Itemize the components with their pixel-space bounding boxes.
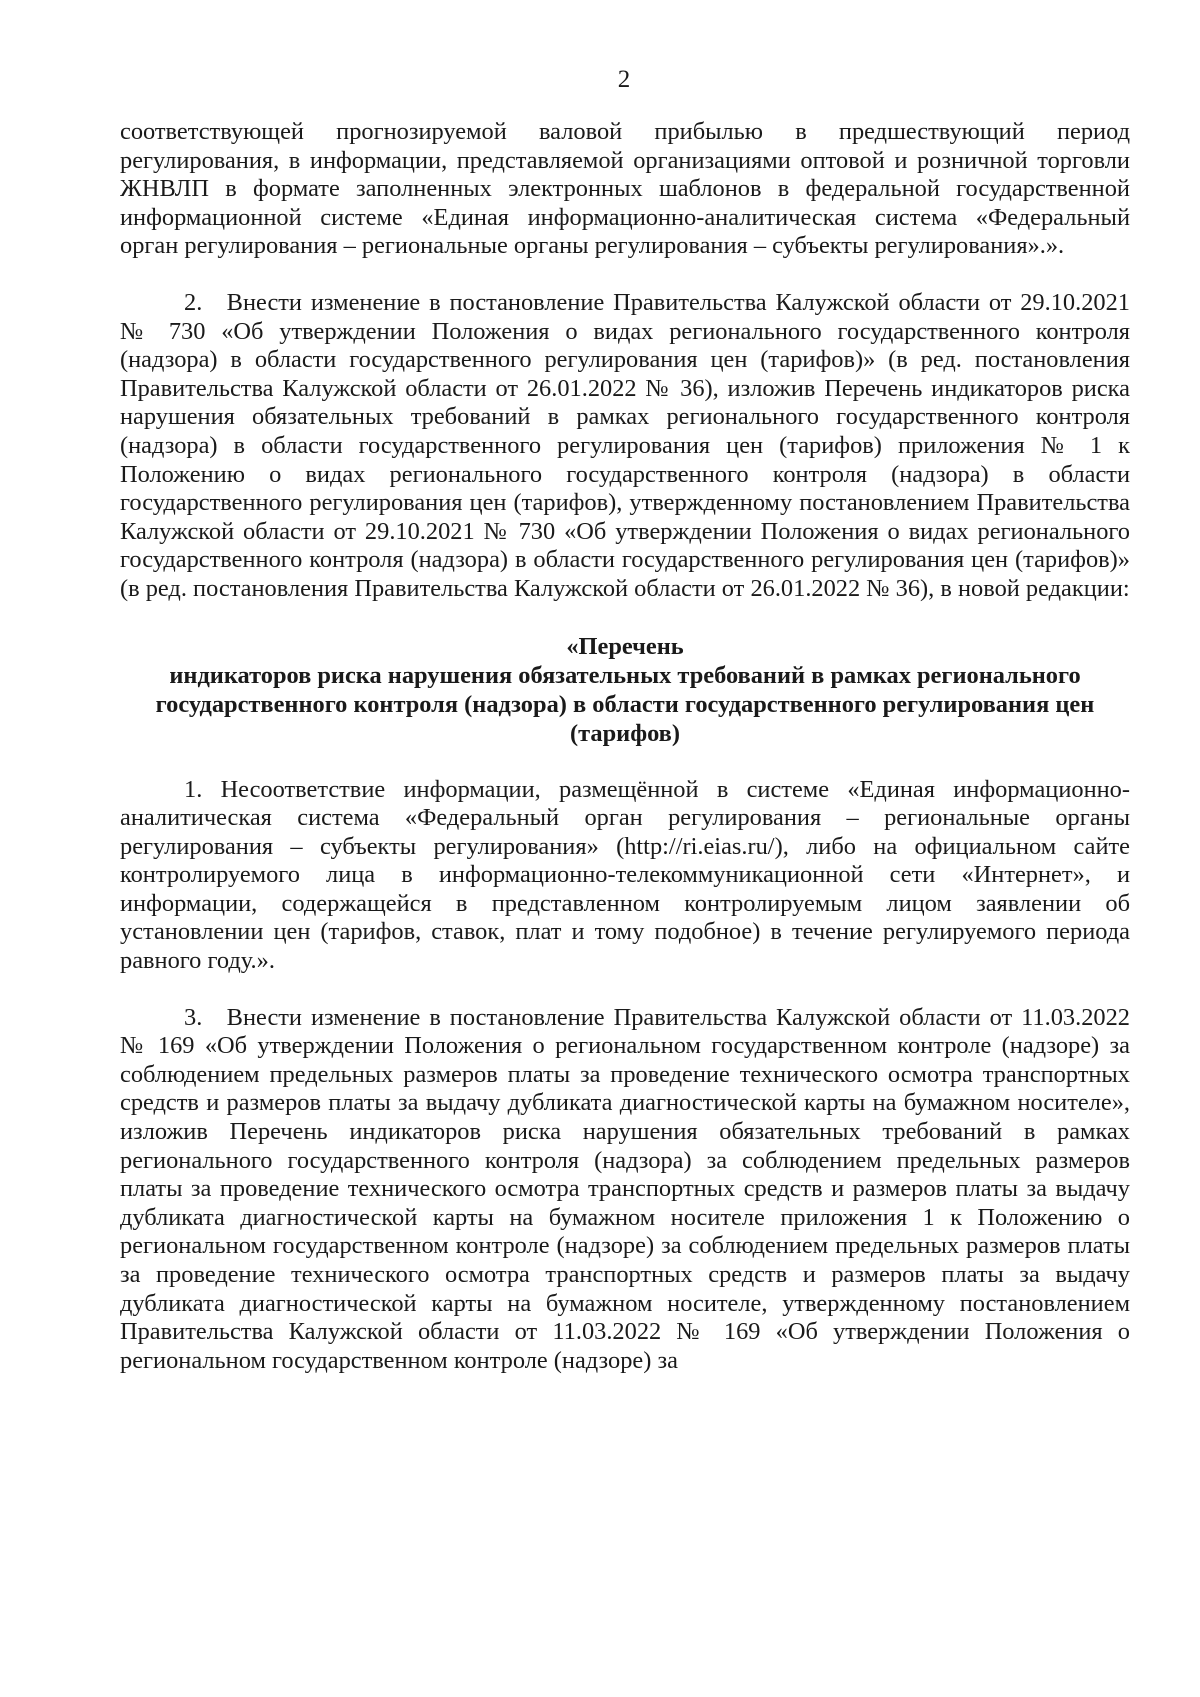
paragraph-2: 2. Внести изменение в постановление Правительства Калужской области от 29.10.2021 № 730 «Об утверждении Положения о видах регионального государственного контроля (надзора) в области государственного регулирования цен (тарифов)» (в ред. постановления Правительства Калужской области от 26.01.2022 № 36), изложив Перечень индикаторов риска нарушения обязательных требований в рамках регионального государственного контроля (надзора) в области государственного регулирования цен (тарифов) приложения № 1 к Положению о видах регионального государственного контроля (надзора) в области государственного регулирования цен (тарифов), утвержденному постановлением Правительства Калужской области от 29.10.2021 № 730 «Об утверждении Положения о видах регионального государственного контроля (надзора) в области государственного регулирования цен (тарифов)» (в ред. постановления Правительства Калужской области от 26.01.2022 № 36), в новой редакции: [120,288,1130,602]
document-body [120,118,1130,1375]
heading-title: «Перечень [566,632,684,660]
paragraph-continuation: соответствующей прогнозируемой валовой прибылью в предшествующий период регулирования, в информации, представляемой организациями оптовой и розничной торговли ЖНВЛП в формате заполненных электронных шаблонов в федеральной государственной информационной системе «Единая информационно-аналитическая система «Федеральный орган регулирования – региональные органы регулирования – субъекты регулирования».». [120,118,1130,260]
list-item-1: 1. Несоответствие информации, размещённой в системе «Единая информационно-аналитическая система «Федеральный орган регулирования – региональные органы регулирования – субъекты регулирования» (http://ri.eias.ru/), либо на официальном сайте контролируемого лица в информационно-телекоммуникационной сети «Интернет», и информации, содержащейся в представленном контролируемым лицом заявлении об установлении цен (тарифов, ставок, плат и тому подобное) в течение регулируемого периода равного году.». [120,775,1130,975]
page-number: 2 [617,66,631,93]
list-heading [120,632,1130,748]
heading-subtitle: индикаторов риска нарушения обязательных требований в рамках регионального государственного контроля (надзора) в области государственного регулирования цен (тарифов) [155,661,1095,747]
paragraph-3: 3. Внести изменение в постановление Правительства Калужской области от 11.03.2022 № 169 «Об утверждении Положения о региональном государственном контроле (надзоре) за соблюдением предельных размеров платы за проведение технического осмотра транспортных средств и размеров платы за выдачу дубликата диагностической карты на бумажном носителе», изложив Перечень индикаторов риска нарушения обязательных требований в рамках регионального государственного контроля (надзора) за соблюдением предельных размеров платы за проведение технического осмотра транспортных средств и размеров платы за выдачу дубликата диагностической карты на бумажном носителе приложения 1 к Положению о региональном государственном контроле (надзоре) за соблюдением предельных размеров платы за проведение технического осмотра транспортных средств и размеров платы за выдачу дубликата диагностической карты на бумажном носителе, утвержденному постановлением Правительства Калужской области от 11.03.2022 № 169 «Об утверждении Положения о региональном государственном контроле (надзоре) за [120,1003,1130,1374]
